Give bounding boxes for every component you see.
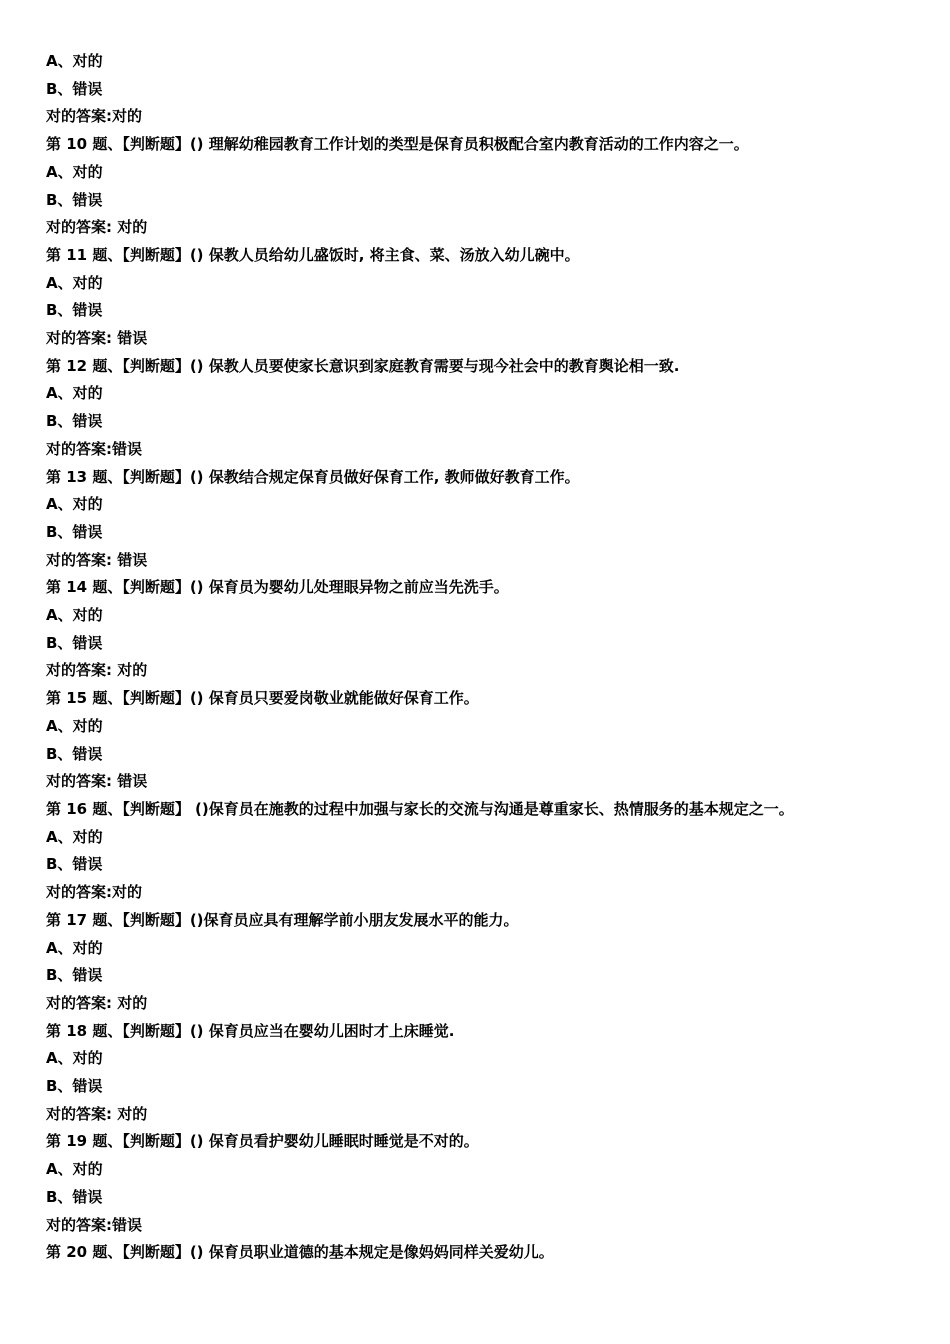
answer-line: 对的答案: 错误: [46, 329, 148, 348]
question-text: 第 20 题、【判断题】() 保育员职业道德的基本规定是像妈妈同样关爱幼儿。: [46, 1243, 554, 1262]
option-a: A、对的: [46, 273, 103, 292]
option-b: B、错误: [46, 1187, 103, 1206]
option-b: B、错误: [46, 301, 103, 320]
option-b: B、错误: [46, 79, 103, 98]
question-text: 第 19 题、【判断题】() 保育员看护婴幼儿睡眠时睡觉是不对的。: [46, 1132, 479, 1151]
option-b: B、错误: [46, 190, 103, 209]
option-a: A、对的: [46, 495, 103, 514]
option-a: A、对的: [46, 716, 103, 735]
option-b: B、错误: [46, 966, 103, 985]
question-text: 第 17 题、【判断题】()保育员应具有理解学前小朋友发展水平的能力。: [46, 910, 519, 929]
answer-line: 对的答案: 对的: [46, 661, 148, 680]
answer-line: 对的答案:错误: [46, 439, 142, 458]
question-text: 第 10 题、【判断题】() 理解幼稚园教育工作计划的类型是保育员积极配合室内教育活动的工作内容之一。: [46, 135, 749, 154]
answer-line: 对的答案: 对的: [46, 993, 148, 1012]
option-b: B、错误: [46, 855, 103, 874]
option-b: B、错误: [46, 1077, 103, 1096]
answer-line: 对的答案:错误: [46, 1215, 142, 1234]
option-b: B、错误: [46, 633, 103, 652]
option-a: A、对的: [46, 1049, 103, 1068]
answer-line: 对的答案:对的: [46, 107, 142, 126]
answer-line: 对的答案: 错误: [46, 550, 148, 569]
option-a: A、对的: [46, 606, 103, 625]
question-text: 第 14 题、【判断题】() 保育员为婴幼儿处理眼异物之前应当先洗手。: [46, 578, 509, 597]
question-text: 第 13 题、【判断题】() 保教结合规定保育员做好保育工作, 教师做好教育工作。: [46, 467, 580, 486]
answer-line: 对的答案:对的: [46, 883, 142, 902]
answer-line: 对的答案: 对的: [46, 218, 148, 237]
question-text: 第 18 题、【判断题】() 保育员应当在婴幼儿困时才上床睡觉.: [46, 1021, 455, 1040]
option-a: A、对的: [46, 162, 103, 181]
question-text: 第 15 题、【判断题】() 保育员只要爱岗敬业就能做好保育工作。: [46, 689, 479, 708]
option-a: A、对的: [46, 384, 103, 403]
option-a: A、对的: [46, 1160, 103, 1179]
question-text: 第 16 题、【判断题】 ()保育员在施教的过程中加强与家长的交流与沟通是尊重家长、热情服务的基本规定之一。: [46, 799, 794, 818]
question-text: 第 11 题、【判断题】() 保教人员给幼儿盛饭时, 将主食、菜、汤放入幼儿碗中。: [46, 245, 580, 264]
answer-line: 对的答案: 对的: [46, 1104, 148, 1123]
option-a: A、对的: [46, 827, 103, 846]
option-a: A、对的: [46, 52, 103, 70]
option-a: A、对的: [46, 938, 103, 957]
document-page: [46, 48, 906, 1267]
option-b: B、错误: [46, 744, 103, 763]
question-text: 第 12 题、【判断题】() 保教人员要使家长意识到家庭教育需要与现今社会中的教育舆论相一致.: [46, 356, 680, 375]
option-b: B、错误: [46, 522, 103, 541]
option-b: B、错误: [46, 412, 103, 431]
answer-line: 对的答案: 错误: [46, 772, 148, 791]
